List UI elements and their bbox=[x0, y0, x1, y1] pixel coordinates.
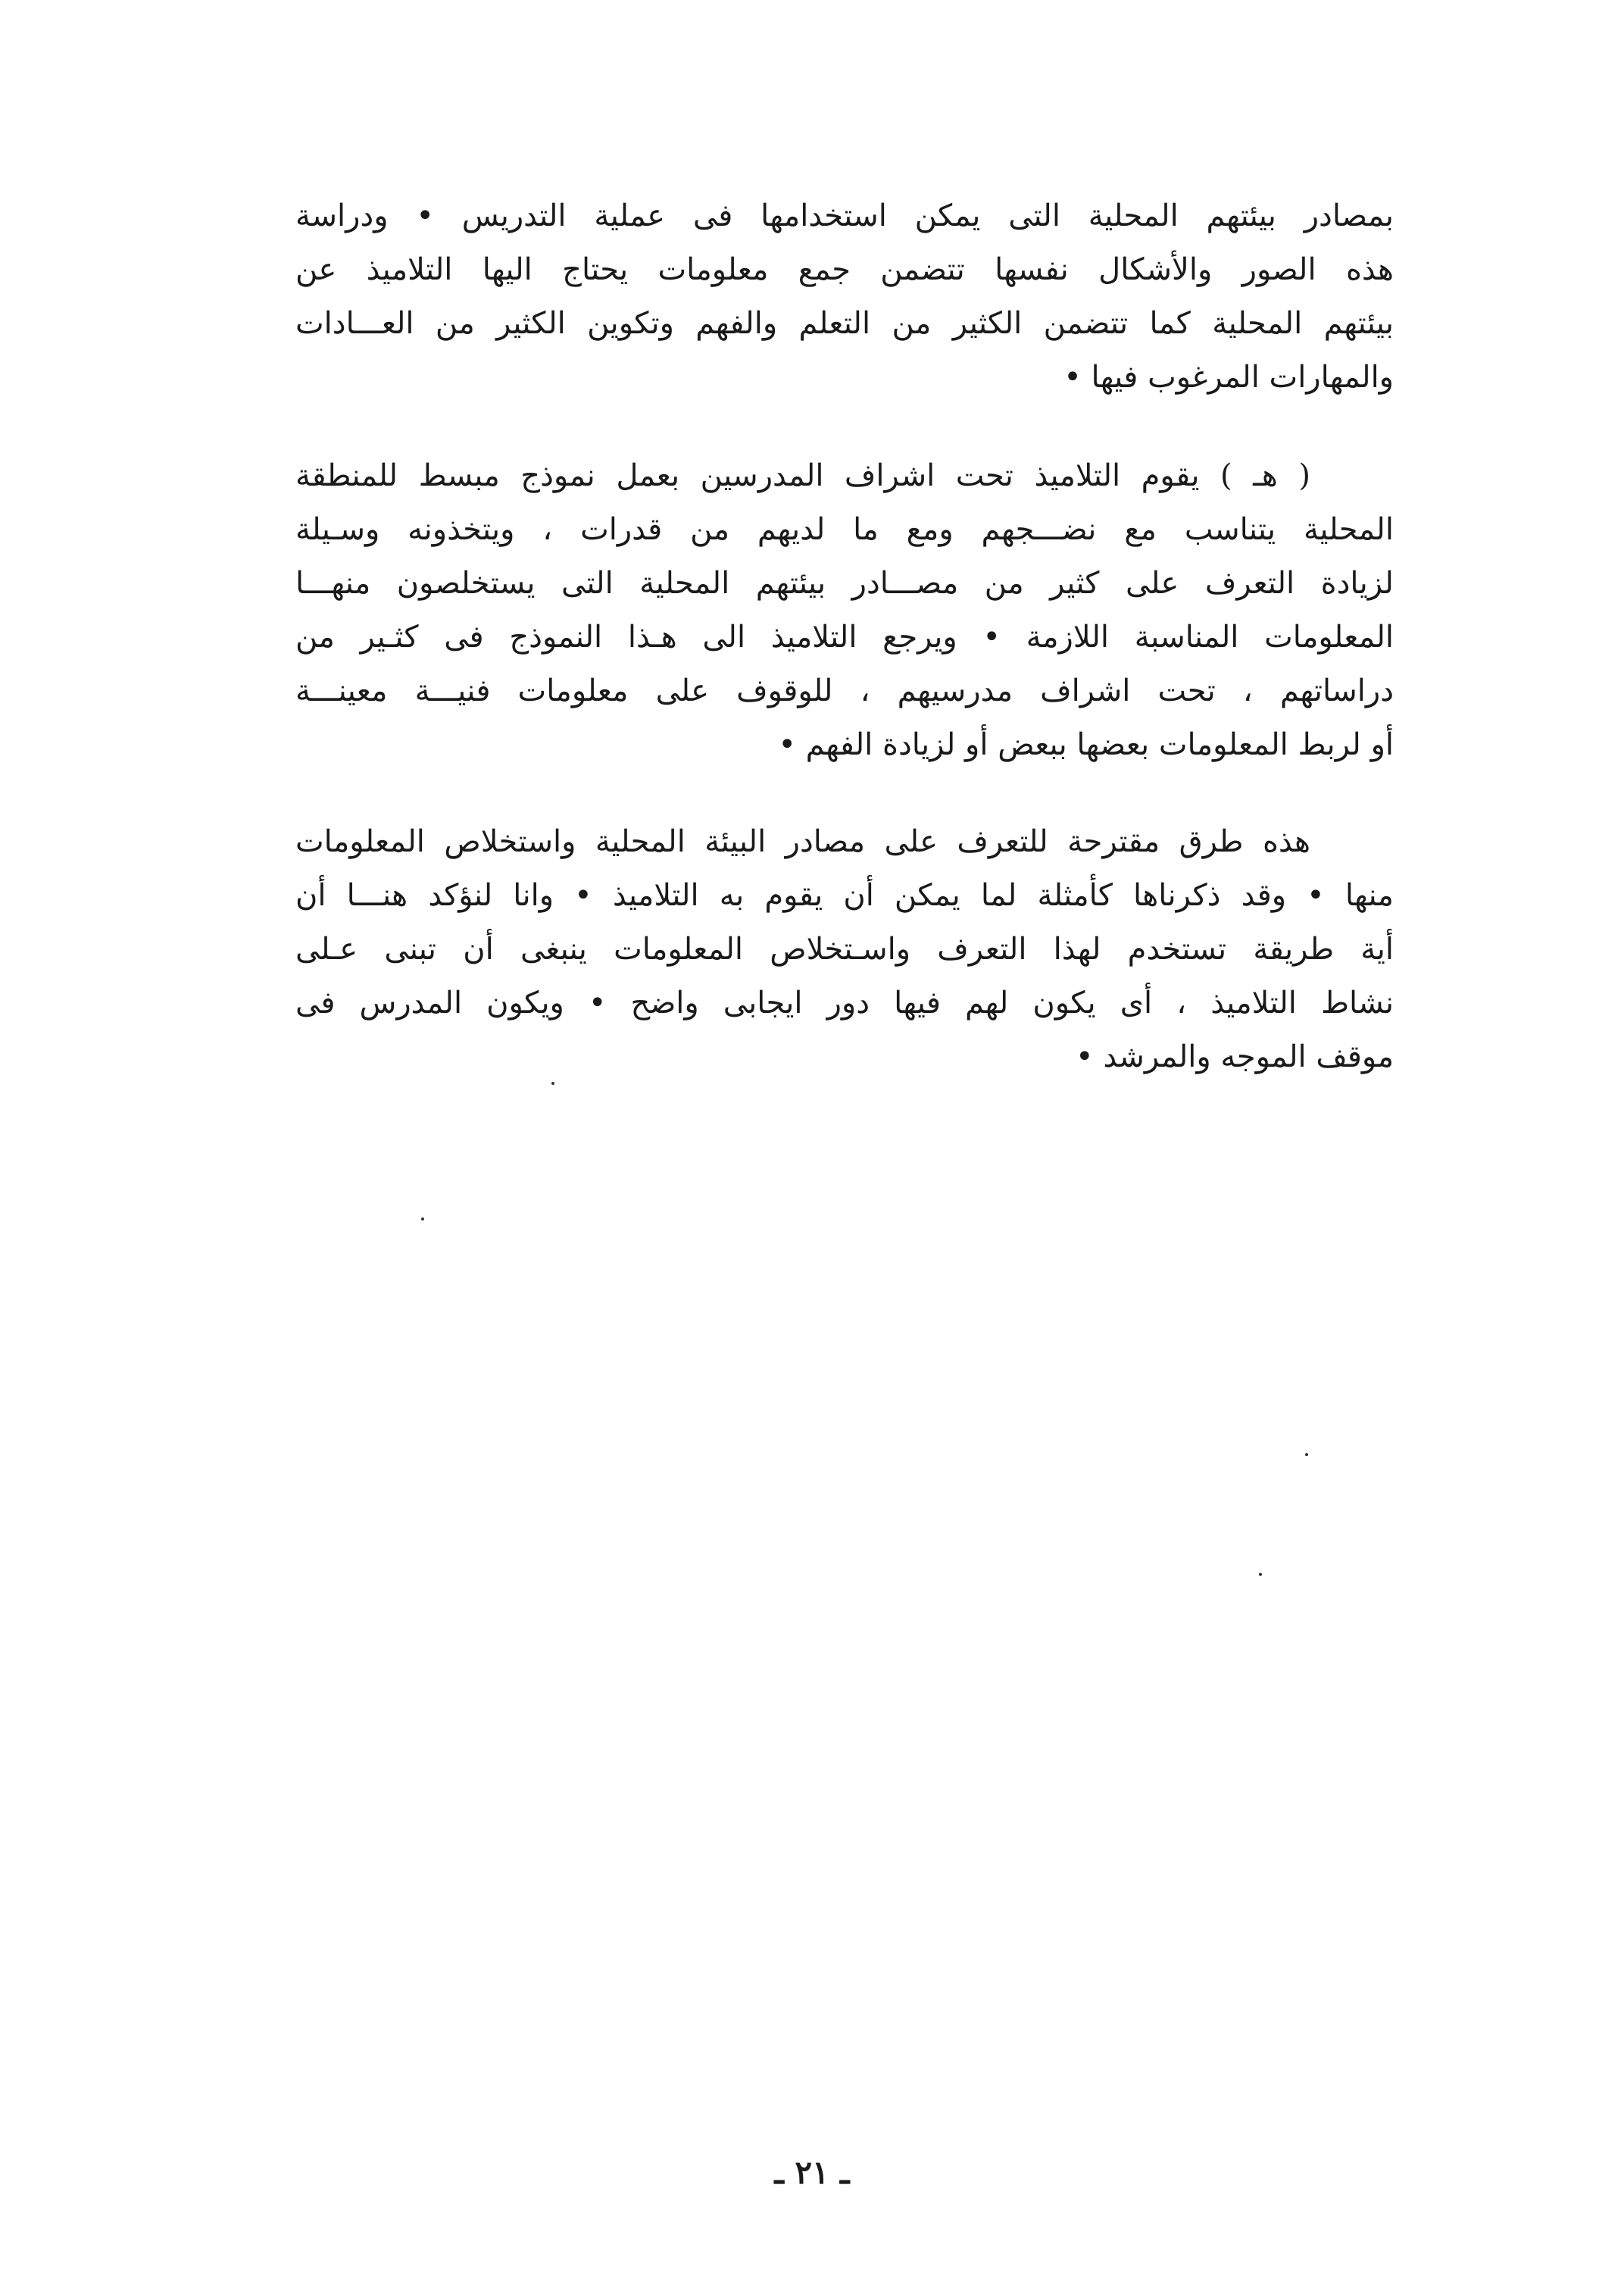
text-line: منها • وقد ذكرناها كأمثلة لما يمكن أن يقوم به التلاميذ • وانا لنؤكد هنـــا أن bbox=[295, 878, 1394, 913]
text-line: موقف الموجه والمرشد • bbox=[1076, 1039, 1394, 1074]
text-line: المحلية يتناسب مع نضـــجهم ومع ما لديهم من قدرات ، ويتخذونه وسـيلة bbox=[295, 512, 1394, 547]
scan-speck bbox=[421, 1217, 424, 1221]
text-line: لزيادة التعرف على كثير من مصـــادر بيئتهم المحلية التى يستخلصون منهـــا bbox=[295, 566, 1394, 601]
text-line: دراساتهم ، تحت اشراف مدرسيهم ، للوقوف على معلومات فنيـــة معينـــة bbox=[295, 674, 1394, 708]
paragraph-2 bbox=[295, 449, 1394, 772]
text-line: هذه الصور والأشكال نفسها تتضمن جمع معلومات يحتاج اليها التلاميذ عن bbox=[295, 252, 1394, 287]
text-line: أية طريقة تستخدم لهذا التعرف واسـتخلاص المعلومات ينبغى أن تبنى عـلى bbox=[295, 932, 1394, 967]
text-line: بيئتهم المحلية كما تتضمن الكثير من التعلم والفهم وتكوين الكثير من العـــادات bbox=[295, 306, 1394, 341]
paragraph-1 bbox=[295, 189, 1394, 405]
text-line: أو لربط المعلومات بعضها ببعض أو لزيادة الفهم • bbox=[778, 727, 1394, 762]
text-line: ( هـ ) يقوم التلاميذ تحت اشراف المدرسين بعمل نموذج مبسط للمنطقة bbox=[295, 458, 1310, 493]
text-line: نشاط التلاميذ ، أى يكون لهم فيها دور ايجابى واضح • ويكون المدرس فى bbox=[295, 986, 1394, 1020]
scan-speck bbox=[1305, 1453, 1308, 1456]
text-line: والمهارات المرغوب فيها • bbox=[1063, 360, 1394, 395]
text-line: المعلومات المناسبة اللازمة • ويرجع التلاميذ الى هـذا النموذج فى كثـير من bbox=[295, 620, 1394, 655]
text-line: بمصادر بيئتهم المحلية التى يمكن استخدامها فى عملية التدريس • ودراسة bbox=[295, 198, 1394, 233]
text-line: هذه طرق مقترحة للتعرف على مصادر البيئة المحلية واستخلاص المعلومات bbox=[295, 824, 1310, 859]
scan-speck bbox=[551, 1082, 554, 1085]
paragraph-3 bbox=[295, 815, 1394, 1084]
page-number: ـ ٢١ ـ bbox=[774, 2154, 850, 2191]
scan-speck bbox=[1259, 1573, 1262, 1576]
